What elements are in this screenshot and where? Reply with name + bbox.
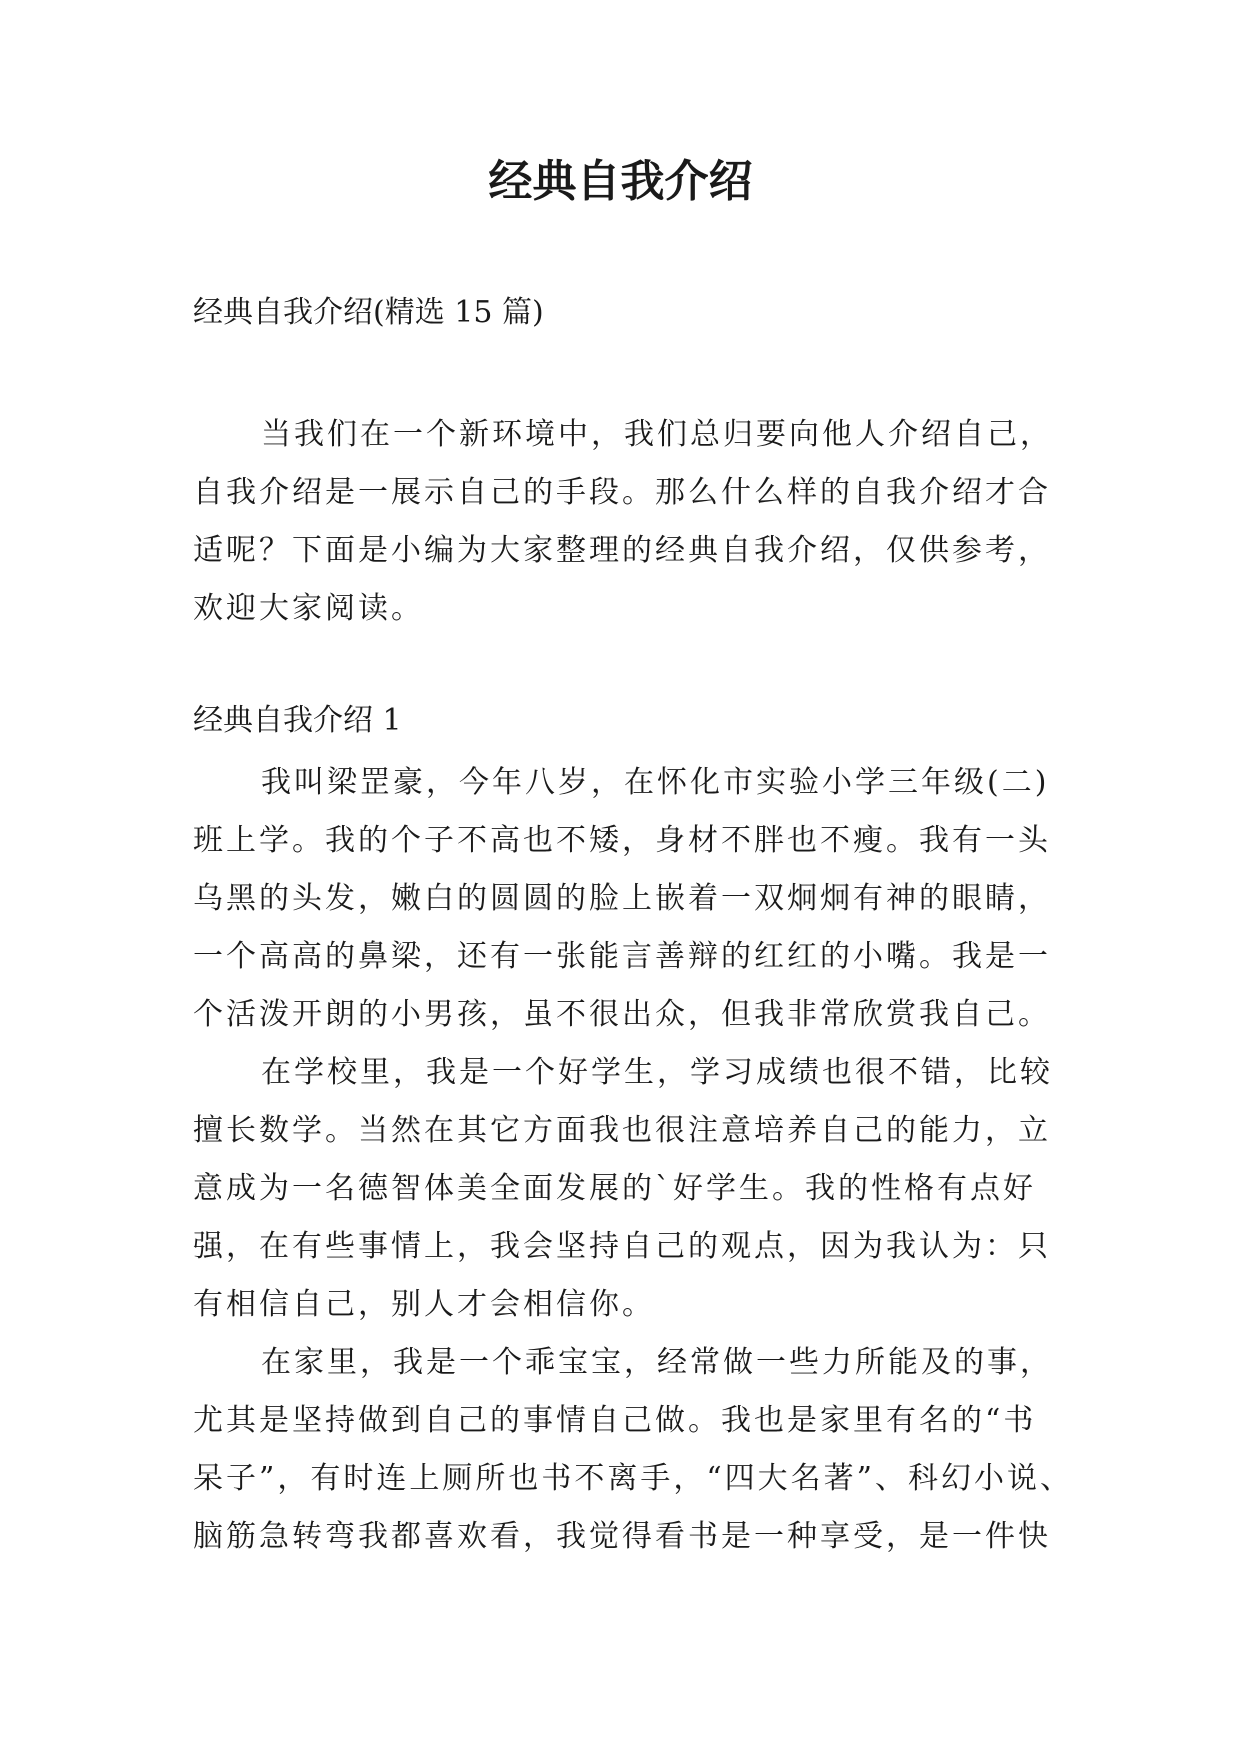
paragraph-line: 强，在有些事情上，我会坚持自己的观点，因为我认为：只 <box>193 1229 1051 1264</box>
document-subtitle: 经典自我介绍(精选 15 篇) <box>193 295 544 330</box>
paragraph-line: 意成为一名德智体美全面发展的`好学生。我的性格有点好 <box>193 1171 1036 1206</box>
paragraph-line: 擅长数学。当然在其它方面我也很注意培养自己的能力，立 <box>193 1113 1051 1148</box>
paragraph-line: 有相信自己，别人才会相信你。 <box>193 1287 655 1322</box>
body-paragraph <box>193 754 1073 1044</box>
intro-line: 当我们在一个新环境中，我们总归要向他人介绍自己， <box>261 417 1053 452</box>
section-heading: 经典自我介绍 1 <box>193 703 402 738</box>
intro-paragraph <box>193 406 1073 638</box>
paragraph-line: 脑筋急转弯我都喜欢看，我觉得看书是一种享受，是一件快 <box>193 1519 1051 1554</box>
paragraph-line: 班上学。我的个子不高也不矮，身材不胖也不瘦。我有一头 <box>193 823 1051 858</box>
intro-line: 自我介绍是一展示自己的手段。那么什么样的自我介绍才合 <box>193 475 1051 510</box>
paragraph-line: 我叫梁罡豪，今年八岁，在怀化市实验小学三年级(二) <box>261 765 1050 800</box>
paragraph-line: 在家里，我是一个乖宝宝，经常做一些力所能及的事， <box>261 1345 1053 1380</box>
section-body <box>193 754 1073 1566</box>
paragraph-line: 个活泼开朗的小男孩，虽不很出众，但我非常欣赏我自己。 <box>193 997 1051 1032</box>
paragraph-line: 呆子”，有时连上厕所也书不离手，“四大名著”、科幻小说、 <box>193 1461 1074 1496</box>
intro-line: 适呢？下面是小编为大家整理的经典自我介绍，仅供参考， <box>193 533 1051 568</box>
paragraph-line: 尤其是坚持做到自己的事情自己做。我也是家里有名的“书 <box>193 1403 1037 1438</box>
paragraph-line: 在学校里，我是一个好学生，学习成绩也很不错，比较 <box>261 1055 1053 1090</box>
body-paragraph <box>193 1044 1073 1334</box>
document-title: 经典自我介绍 <box>488 156 753 207</box>
paragraph-line: 一个高高的鼻梁，还有一张能言善辩的红红的小嘴。我是一 <box>193 939 1051 974</box>
intro-line: 欢迎大家阅读。 <box>193 591 424 626</box>
body-paragraph <box>193 1334 1073 1566</box>
paragraph-line: 乌黑的头发，嫩白的圆圆的脸上嵌着一双炯炯有神的眼睛， <box>193 881 1051 916</box>
